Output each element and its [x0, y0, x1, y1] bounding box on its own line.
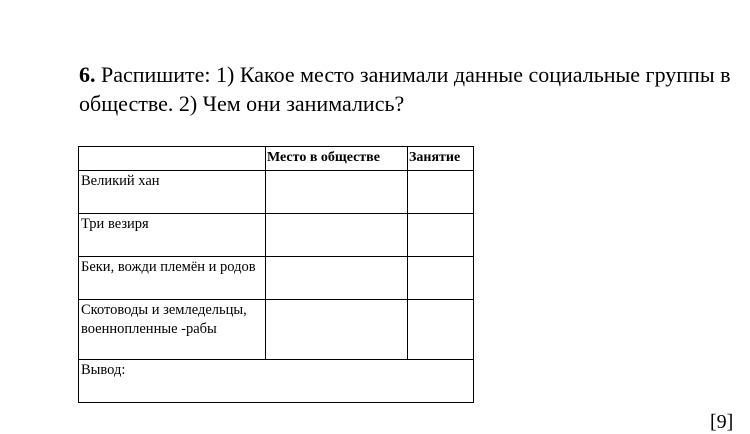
place-cell[interactable]	[266, 214, 408, 257]
score-marker: [9]	[710, 411, 734, 433]
conclusion-cell[interactable]: Вывод:	[79, 360, 474, 403]
table-row	[79, 171, 474, 214]
task-number: 6.	[79, 62, 96, 87]
conclusion-row	[79, 360, 474, 403]
place-cell[interactable]	[266, 300, 408, 360]
place-cell[interactable]	[266, 257, 408, 300]
social-groups-table	[78, 146, 474, 403]
header-group	[79, 147, 266, 171]
occupation-cell[interactable]	[408, 257, 474, 300]
group-cell: Великий хан	[79, 171, 266, 214]
table-header-row	[79, 147, 474, 171]
header-place-in-society: Место в обществе	[266, 147, 408, 171]
task-statement	[79, 60, 744, 118]
table-row	[79, 300, 474, 360]
table-row	[79, 257, 474, 300]
table-row	[79, 214, 474, 257]
occupation-cell[interactable]	[408, 171, 474, 214]
occupation-cell[interactable]	[408, 214, 474, 257]
place-cell[interactable]	[266, 171, 408, 214]
occupation-cell[interactable]	[408, 300, 474, 360]
group-cell: Три везиря	[79, 214, 266, 257]
header-occupation: Занятие	[408, 147, 474, 171]
task-text: Распишите: 1) Какое место занимали данные социальные группы в обществе. 2) Чем они занимались?	[79, 62, 731, 116]
group-cell: Беки, вожди племён и родов	[79, 257, 266, 300]
group-cell: Скотоводы и земледельцы, военнопленные -рабы	[79, 300, 266, 360]
